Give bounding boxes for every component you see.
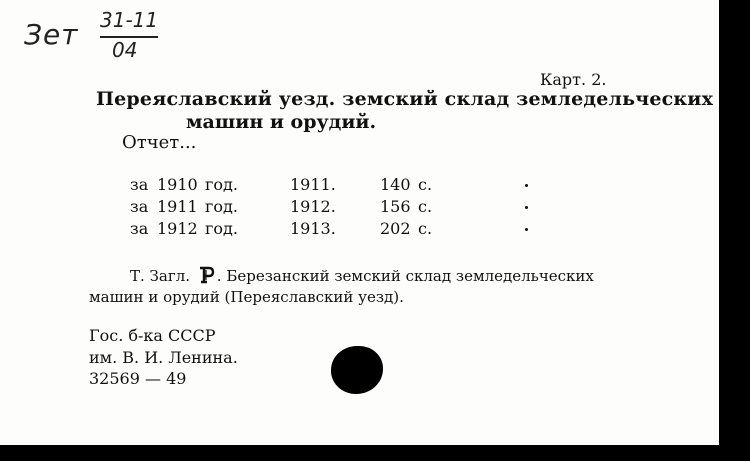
handwritten-fraction-top: 31-11 bbox=[100, 8, 159, 32]
library-line-1: Гос. б-ка СССР bbox=[89, 326, 216, 345]
row-dot bbox=[525, 206, 528, 209]
ink-blot bbox=[331, 346, 383, 394]
note-line-1-rest: Березанский земский склад земледельческих bbox=[226, 267, 594, 285]
report-label: Отчет... bbox=[122, 132, 197, 153]
scan-border-bottom bbox=[0, 445, 750, 461]
card-number: Карт. 2. bbox=[540, 70, 607, 89]
row-za: за bbox=[130, 219, 149, 238]
row-za: за bbox=[130, 197, 149, 216]
row-za: за bbox=[130, 175, 149, 194]
report-row bbox=[130, 219, 550, 241]
scan-border-right bbox=[719, 0, 750, 461]
note-line-2: машин и орудий (Переяславский уезд). bbox=[89, 288, 404, 306]
report-row bbox=[130, 197, 550, 219]
title-line-2: машин и орудий. bbox=[186, 111, 377, 133]
note-prefix: Т. Загл. bbox=[130, 267, 190, 285]
row-year: 1910 bbox=[157, 175, 198, 194]
row-pages: 202 bbox=[380, 219, 411, 238]
row-published: 1912. bbox=[290, 197, 336, 216]
row-s: с. bbox=[418, 197, 433, 216]
row-s: с. bbox=[418, 175, 433, 194]
row-published: 1913. bbox=[290, 219, 336, 238]
report-row bbox=[130, 175, 550, 197]
row-god: год. bbox=[205, 219, 238, 238]
title-line-1: Переяславский уезд. земский склад земледельческих bbox=[96, 88, 714, 110]
handwritten-code: Зет bbox=[24, 18, 79, 51]
row-published: 1911. bbox=[290, 175, 336, 194]
row-year: 1911 bbox=[157, 197, 198, 216]
row-pages: 140 bbox=[380, 175, 411, 194]
ukrainian-letter-stamp-icon bbox=[197, 265, 215, 285]
handwritten-fraction-bottom: 04 bbox=[112, 38, 138, 62]
row-dot bbox=[525, 228, 528, 231]
library-line-2: им. В. И. Ленина. bbox=[89, 348, 238, 367]
row-god: год. bbox=[205, 197, 238, 216]
row-year: 1912 bbox=[157, 219, 198, 238]
note-line-1: Т. Загл. . Березанский земский склад земледельческих bbox=[130, 267, 594, 285]
row-s: с. bbox=[418, 219, 433, 238]
row-pages: 156 bbox=[380, 197, 411, 216]
row-god: год. bbox=[205, 175, 238, 194]
library-line-3: 32569 — 49 bbox=[89, 369, 187, 388]
row-dot bbox=[525, 184, 528, 187]
